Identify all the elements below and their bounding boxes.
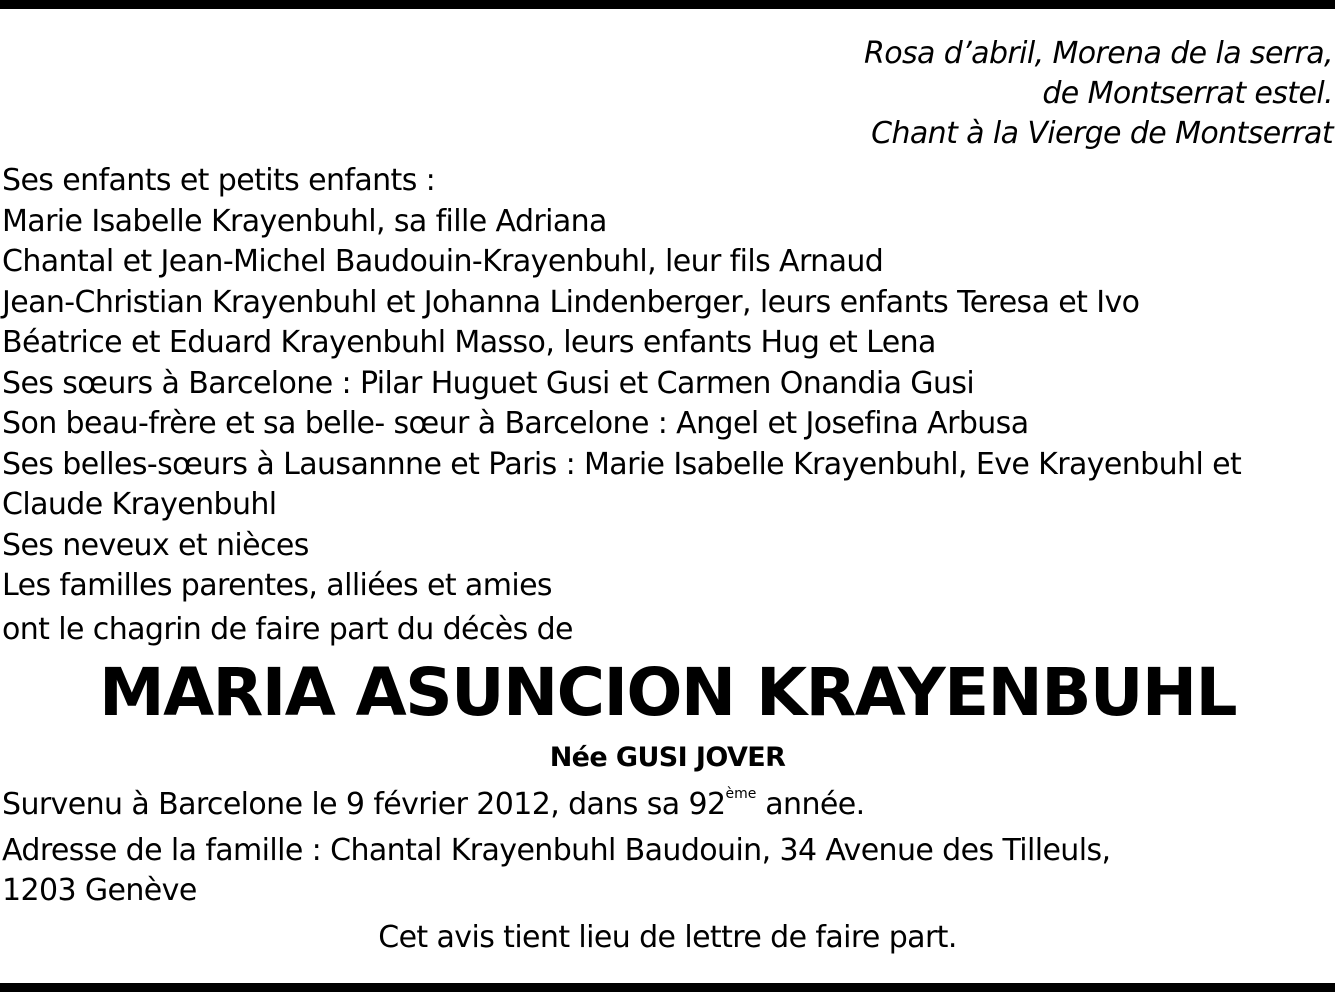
death-text: Survenu à Barcelone le 9 février 2012, dans sa 92 (2, 787, 726, 822)
epigraph-line: Rosa d’abril, Morena de la serra, (864, 36, 1333, 71)
closing-note: Cet avis tient lieu de lettre de faire part. (378, 920, 957, 955)
death-notice (2, 784, 865, 826)
epigraph-line: de Montserrat estel. (1042, 76, 1333, 111)
announcement-text: ont le chagrin de faire part du décès de (2, 612, 573, 647)
death-text-end: année. (756, 787, 865, 822)
epigraph (864, 34, 1333, 154)
family-line: Ses neveux et nièces (2, 527, 309, 563)
family-list (2, 161, 1327, 607)
ordinal-suffix: ème (725, 786, 757, 802)
address-line: 1203 Genève (2, 873, 197, 908)
family-line: Béatrice et Eduard Krayenbuhl Masso, leurs enfants Hug et Lena (2, 325, 936, 360)
epigraph-line: Chant à la Vierge de Montserrat (871, 116, 1333, 151)
address-line: Adresse de la famille : Chantal Krayenbuhl Baudouin, 34 Avenue des Tilleuls, (2, 833, 1111, 868)
deceased-name: MARIA ASUNCION KRAYENBUHL (99, 654, 1236, 731)
family-line: Chantal et Jean-Michel Baudouin-Krayenbuhl, leur fils Arnaud (2, 244, 884, 279)
bottom-border-rule (0, 983, 1335, 992)
top-border-rule (0, 0, 1335, 9)
family-line: Ses belles-sœurs à Lausannne et Paris : Marie Isabelle Krayenbuhl, Eve Krayenbuhl et Claude Krayenbuhl (2, 446, 1242, 522)
family-line: Ses enfants et petits enfants : (2, 163, 436, 198)
family-line: Jean-Christian Krayenbuhl et Johanna Lindenberger, leurs enfants Teresa et Ivo (2, 284, 1140, 320)
family-address (2, 831, 1202, 911)
family-line: Son beau-frère et sa belle- sœur à Barcelone : Angel et Josefina Arbusa (2, 406, 1029, 441)
maiden-name: Née GUSI JOVER (549, 742, 786, 773)
family-line: Marie Isabelle Krayenbuhl, sa fille Adriana (2, 203, 607, 239)
family-line: Les familles parentes, alliées et amies (2, 568, 552, 603)
family-line: Ses sœurs à Barcelone : Pilar Huguet Gusi et Carmen Onandia Gusi (2, 365, 975, 401)
